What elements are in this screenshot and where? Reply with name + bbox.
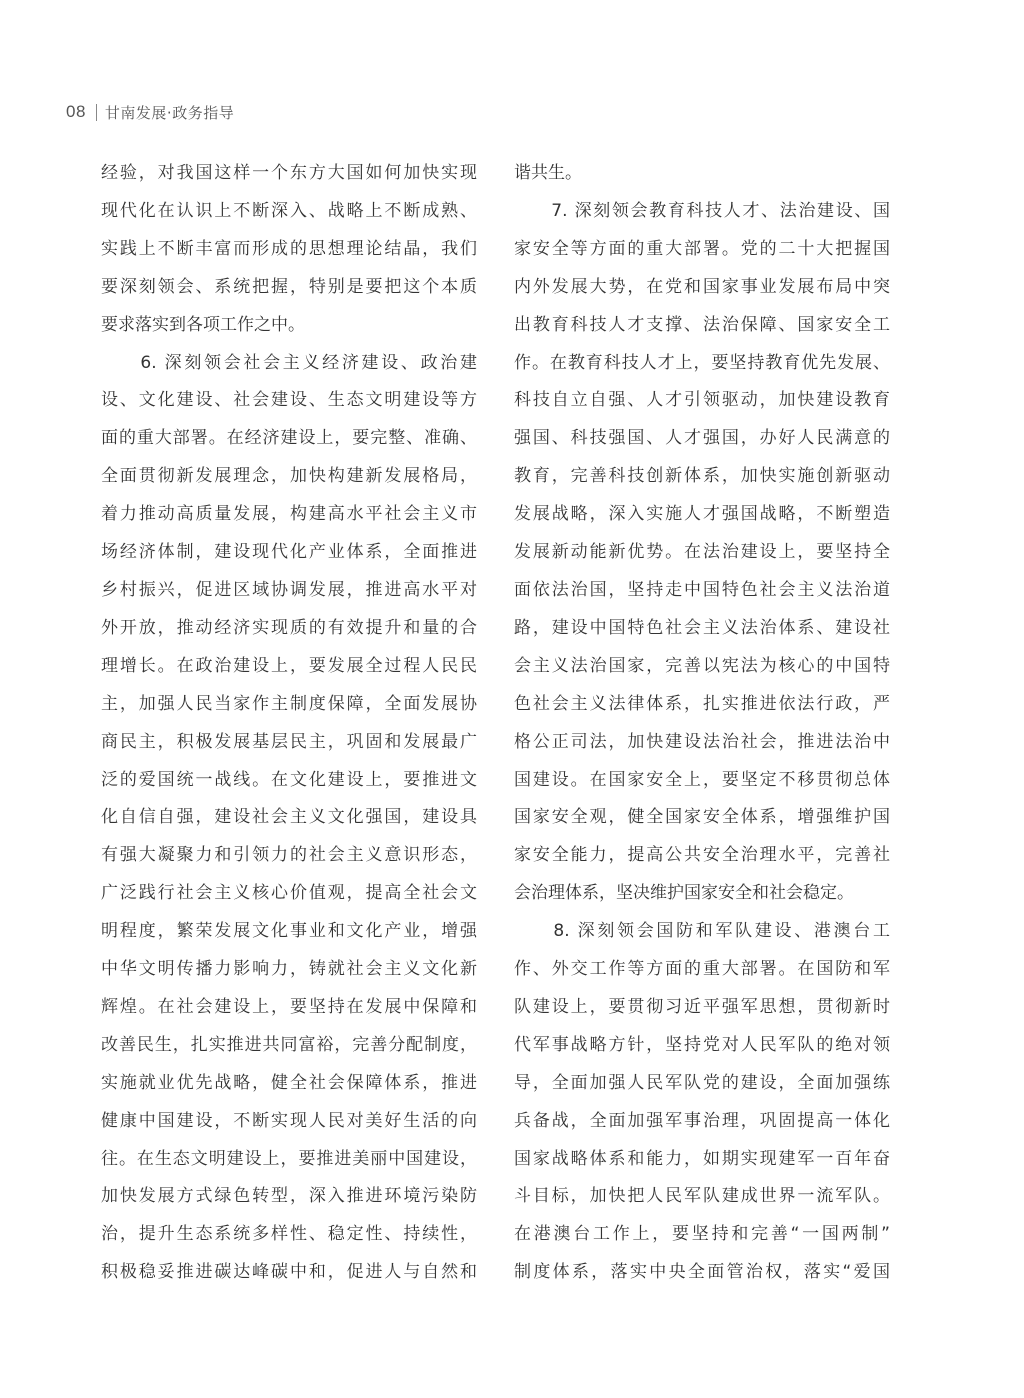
text-line: 治，提升生态系统多样性、稳定性、持续性，	[101, 1224, 477, 1245]
text-line: 乡村振兴，促进区域协调发展，推进高水平对	[101, 579, 477, 600]
running-header	[66, 100, 234, 124]
text-line: 现代化在认识上不断深入、战略上不断成熟、	[101, 200, 477, 221]
text-line: 家安全能力，提高公共安全治理水平，完善社	[514, 845, 890, 866]
text-line: 谐共生。	[514, 163, 582, 183]
text-line: 面的重大部署。在经济建设上，要完整、准确、	[101, 428, 477, 449]
text-line: 教育，完善科技创新体系，加快实施创新驱动	[514, 466, 890, 487]
text-line: 发展战略，深入实施人才强国战略，不断塑造	[514, 504, 890, 525]
text-line: 理增长。在政治建设上，要发展全过程人民民	[101, 655, 477, 676]
text-line: 着力推动高质量发展，构建高水平社会主义市	[101, 504, 477, 525]
text-line: 加快发展方式绿色转型，深入推进环境污染防	[101, 1186, 477, 1207]
text-line: 作、外交工作等方面的重大部署。在国防和军	[514, 959, 890, 980]
text-line: 国家战略体系和能力，如期实现建军一百年奋	[514, 1148, 890, 1169]
text-line: 制度体系，落实中央全面管治权，落实“爱国	[514, 1262, 890, 1283]
text-line: 7. 深刻领会教育科技人才、法治建设、国	[514, 200, 890, 221]
text-line: 辉煌。在社会建设上，要坚持在发展中保障和	[101, 996, 477, 1017]
text-line: 兵备战，全面加强军事治理，巩固提高一体化	[514, 1110, 890, 1131]
text-line: 代军事战略方针，坚持党对人民军队的绝对领	[514, 1034, 890, 1055]
text-line: 要深刻领会、系统把握，特别是要把这个本质	[101, 276, 477, 297]
text-line: 8. 深刻领会国防和军队建设、港澳台工	[514, 921, 890, 942]
text-line: 外开放，推动经济实现质的有效提升和量的合	[101, 617, 477, 638]
text-line: 斗目标，加快把人民军队建成世界一流军队。	[514, 1186, 890, 1207]
publication-title: 甘南发展·政务指导	[104, 103, 235, 122]
text-line: 国家安全观，健全国家安全体系，增强维护国	[514, 807, 890, 828]
text-line: 在港澳台工作上，要坚持和完善“一国两制”	[514, 1224, 890, 1245]
text-line: 全面贯彻新发展理念，加快构建新发展格局，	[101, 466, 477, 487]
left-text-column	[101, 155, 477, 1292]
text-line: 会主义法治国家，完善以宪法为核心的中国特	[514, 655, 890, 676]
text-line: 要求落实到各项工作之中。	[101, 314, 305, 335]
text-line: 6. 深刻领会社会主义经济建设、政治建	[101, 352, 477, 373]
text-line: 明程度，繁荣发展文化事业和文化产业，增强	[101, 921, 477, 942]
text-line: 作。在教育科技人才上，要坚持教育优先发展、	[514, 352, 890, 373]
text-line: 积极稳妥推进碳达峰碳中和，促进人与自然和	[101, 1262, 477, 1283]
text-line: 强国、科技强国、人才强国，办好人民满意的	[514, 428, 890, 449]
text-line: 内外发展大势，在党和国家事业发展布局中突	[514, 276, 890, 297]
page-number: 08	[66, 102, 86, 121]
text-line: 面依法治国，坚持走中国特色社会主义法治道	[514, 579, 890, 600]
text-line: 格公正司法，加快建设法治社会，推进法治中	[514, 731, 890, 752]
text-line: 实施就业优先战略，健全社会保障体系，推进	[101, 1072, 477, 1093]
text-line: 导，全面加强人民军队党的建设，全面加强练	[514, 1072, 890, 1093]
text-line: 实践上不断丰富而形成的思想理论结晶，我们	[101, 238, 477, 259]
text-line: 队建设上，要贯彻习近平强军思想，贯彻新时	[514, 996, 890, 1017]
text-line: 健康中国建设，不断实现人民对美好生活的向	[101, 1110, 477, 1131]
text-line: 改善民生，扎实推进共同富裕，完善分配制度，	[101, 1034, 477, 1055]
text-line: 家安全等方面的重大部署。党的二十大把握国	[514, 238, 890, 259]
text-line: 场经济体制，建设现代化产业体系，全面推进	[101, 542, 477, 563]
text-line: 泛的爱国统一战线。在文化建设上，要推进文	[101, 769, 477, 790]
text-line: 往。在生态文明建设上，要推进美丽中国建设，	[101, 1148, 477, 1169]
text-line: 化自信自强，建设社会主义文化强国，建设具	[101, 807, 477, 828]
text-line: 路，建设中国特色社会主义法治体系、建设社	[514, 617, 890, 638]
text-line: 色社会主义法律体系，扎实推进依法行政，严	[514, 693, 890, 714]
text-line: 设、文化建设、社会建设、生态文明建设等方	[101, 390, 477, 411]
header-divider	[96, 104, 97, 121]
text-line: 国建设。在国家安全上，要坚定不移贯彻总体	[514, 769, 890, 790]
text-line: 会治理体系，坚决维护国家安全和社会稳定。	[514, 883, 854, 904]
text-line: 有强大凝聚力和引领力的社会主义意识形态，	[101, 845, 477, 866]
text-line: 科技自立自强、人才引领驱动，加快建设教育	[514, 390, 890, 411]
right-text-column	[514, 155, 890, 1292]
text-line: 发展新动能新优势。在法治建设上，要坚持全	[514, 542, 890, 563]
text-line: 商民主，积极发展基层民主，巩固和发展最广	[101, 731, 477, 752]
text-line: 经验，对我国这样一个东方大国如何加快实现	[101, 163, 477, 183]
text-line: 出教育科技人才支撑、法治保障、国家安全工	[514, 314, 890, 335]
text-line: 主，加强人民当家作主制度保障，全面发展协	[101, 693, 477, 714]
text-line: 广泛践行社会主义核心价值观，提高全社会文	[101, 883, 477, 904]
text-line: 中华文明传播力影响力，铸就社会主义文化新	[101, 959, 477, 980]
